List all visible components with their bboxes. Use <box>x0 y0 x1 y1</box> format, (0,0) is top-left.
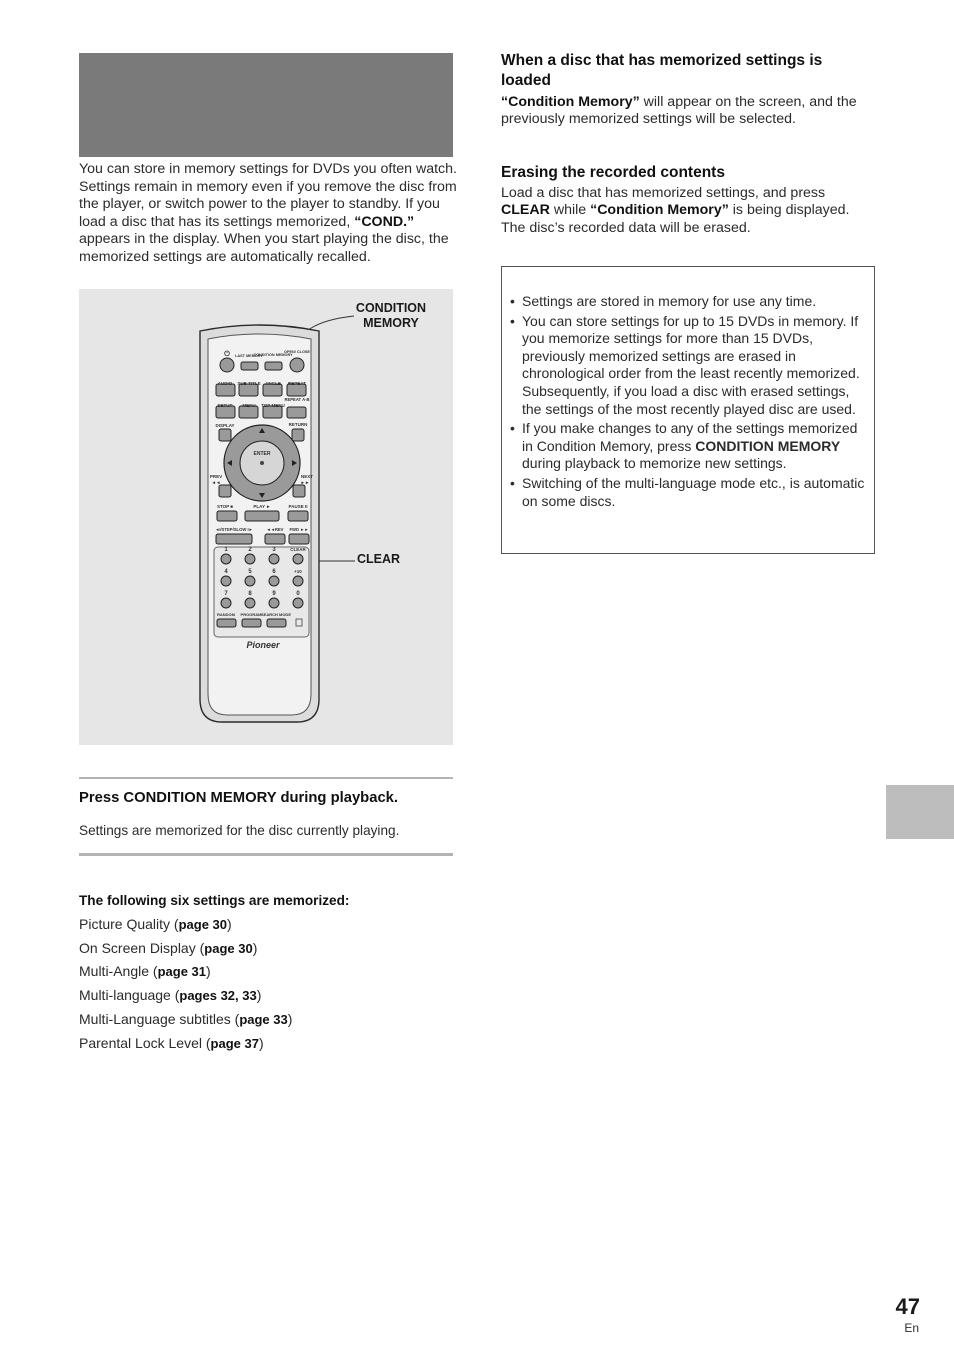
chapter-side-tab <box>886 785 954 839</box>
bullet: • <box>510 312 515 329</box>
keypad-button <box>245 598 255 608</box>
return-button <box>292 429 304 441</box>
audio-label: AUDIO <box>217 381 233 386</box>
keypad-button <box>245 576 255 586</box>
bullet: • <box>510 420 515 437</box>
program-button <box>242 619 261 627</box>
notes-box <box>501 266 875 554</box>
fwd-label: FWD ►► <box>289 527 309 532</box>
loaded-text: will appear on the screen, and the previously memorized settings will be selected. <box>501 94 857 128</box>
power-button <box>220 358 234 372</box>
note-2-text: You can store settings for up to 15 DVDs in memory. If you memorize settings for more than 15 DVDs, previously memorized settings are erased in chronological order from the least recently memorized. Subsequently, if you load a disc with erased settings, the settings of the most recently played disc are used. <box>522 312 860 417</box>
nav-center-dot <box>260 461 264 465</box>
page-reference[interactable]: page 31 <box>157 964 207 980</box>
memorized-item <box>79 1008 459 1032</box>
note-1-text: Settings are stored in memory for use any time. <box>522 293 817 309</box>
loaded-heading: When a disc that has memorized settings is loaded <box>501 52 823 89</box>
repeat-ab-label: REPEAT A-B <box>284 397 310 402</box>
memorized-settings-list <box>79 890 459 1056</box>
memorized-item-label: Multi-Language subtitles ( <box>79 1010 240 1027</box>
note-item <box>509 313 867 419</box>
memorized-item-label: On Screen Display ( <box>79 939 205 956</box>
play-button <box>245 511 279 521</box>
remote-control-illustration <box>79 289 453 745</box>
top-menu-label: TOP MENU <box>261 403 285 408</box>
step-slow-button <box>216 534 252 544</box>
condition-memory-key-label: CONDITION MEMORY <box>253 353 293 357</box>
memorized-item-end: ) <box>256 987 262 1004</box>
note-3-text-c: during playback to memorize new settings. <box>522 455 787 472</box>
keypad-label: 3 <box>272 547 276 553</box>
keypad-button <box>245 554 255 564</box>
note-item <box>509 293 867 311</box>
memorized-item <box>79 913 459 937</box>
erasing-clear: CLEAR <box>501 202 550 219</box>
keypad-button <box>293 576 303 586</box>
memorized-items <box>79 913 459 1056</box>
keypad-label: 8 <box>248 591 252 597</box>
page-reference[interactable]: page 37 <box>210 1035 259 1051</box>
erasing-heading: Erasing the recorded contents <box>501 164 725 181</box>
random-button <box>217 619 236 627</box>
note-3-text-a: If you make changes to any of the settings memorized in Condition Memory, press <box>522 420 858 454</box>
subtitle-label: SUB TITLE <box>237 381 261 386</box>
open-close-button <box>290 358 304 372</box>
clear-label: CLEAR <box>357 552 401 566</box>
pause-label: PAUSE II <box>288 504 308 509</box>
pioneer-logo: Pioneer <box>246 640 280 650</box>
memorized-item-label: Picture Quality ( <box>79 915 179 932</box>
keypad-button <box>221 554 231 564</box>
next-button <box>293 485 305 497</box>
page-reference[interactable]: page 33 <box>239 1011 288 1027</box>
erasing-text-2: while <box>549 202 591 219</box>
keypad-label: 4 <box>224 569 228 575</box>
section-title-bar <box>79 53 453 157</box>
return-label: RETURN <box>288 422 308 427</box>
setup-label: SETUP <box>217 403 233 408</box>
stop-label: STOP ■ <box>216 504 234 509</box>
search-mode-label: SEARCH MODE <box>260 612 292 617</box>
keypad-button <box>269 598 279 608</box>
rev-button <box>265 534 285 544</box>
memorized-item-end: ) <box>252 939 258 956</box>
note-item <box>509 475 867 510</box>
keypad-button <box>293 598 303 608</box>
memorized-item <box>79 1032 459 1056</box>
condition-memory-button <box>265 362 282 370</box>
display-label: DISPLAY <box>215 423 235 428</box>
memorized-item-label: Multi-language ( <box>79 987 180 1004</box>
repeat-label: REPEAT <box>288 381 306 386</box>
memorized-heading: The following six settings are memorized: <box>79 893 350 908</box>
keypad-label: +10 <box>294 569 302 574</box>
next-label: NEXT <box>300 474 314 479</box>
memorized-item <box>79 984 459 1008</box>
notes-list <box>509 293 867 512</box>
search-mode-button <box>267 619 286 627</box>
keypad-label: 9 <box>272 591 276 597</box>
fwd-button <box>289 534 309 544</box>
memorized-item-end: ) <box>206 963 211 980</box>
language-code: En <box>904 1321 919 1335</box>
display-button <box>219 429 231 441</box>
loaded-paragraph <box>501 94 873 129</box>
remote-figure <box>79 289 453 745</box>
play-label: PLAY ► <box>253 504 271 509</box>
last-memory-label: LAST MEMORY <box>235 354 263 358</box>
next-icon: ►► <box>300 480 310 485</box>
step-description: Settings are memorized for the disc currently playing. <box>79 823 400 838</box>
memorized-item <box>79 937 459 961</box>
keypad-label: 6 <box>272 569 276 575</box>
clear-button <box>293 554 303 564</box>
menu-label: MENU <box>242 403 256 408</box>
memorized-item <box>79 960 459 984</box>
keypad-label: 2 <box>248 547 252 553</box>
note-item <box>509 420 867 473</box>
pause-button <box>288 511 308 521</box>
keypad-button <box>221 598 231 608</box>
prev-icon: ◄◄ <box>211 480 221 485</box>
intro-paragraph <box>79 161 457 267</box>
page-reference[interactable]: page 30 <box>204 940 253 956</box>
last-memory-button <box>241 362 258 370</box>
keypad-label: CLEAR <box>290 547 306 552</box>
random-label: RANDOM <box>217 612 235 617</box>
enter-label: ENTER <box>253 451 271 457</box>
intro-text-2: appears in the display. When you start playing the disc, the memorized settings are automatically recalled. <box>79 231 449 265</box>
stop-button <box>217 511 237 521</box>
page-number: 47 <box>895 1294 920 1319</box>
page-reference[interactable]: pages 32, 33 <box>179 988 257 1004</box>
step-heading: Press CONDITION MEMORY during playback. <box>79 790 399 806</box>
keypad-label: 7 <box>224 591 228 597</box>
open-close-label: OPEN/ CLOSE <box>284 350 310 354</box>
erasing-paragraph <box>501 185 873 237</box>
prev-label: PREV <box>209 474 223 479</box>
erasing-cm: “Condition Memory” <box>590 202 729 219</box>
erasing-text-1: Load a disc that has memorized settings, and press <box>501 185 826 201</box>
condition-label-line1: CONDITION <box>355 301 427 315</box>
rev-label: ◄◄REV <box>266 527 284 532</box>
bullet: • <box>510 293 515 309</box>
memorized-item-end: ) <box>227 915 232 932</box>
prev-button <box>219 485 231 497</box>
intro-cond: “COND.” <box>354 213 415 230</box>
bullet: • <box>510 474 515 491</box>
keypad-label: 5 <box>248 569 252 575</box>
loaded-strong: “Condition Memory” <box>501 94 640 110</box>
power-label: ⏻ <box>224 351 230 358</box>
condition-label-line2: MEMORY <box>363 316 419 330</box>
memorized-item-end: ) <box>287 1010 293 1027</box>
keypad-button <box>269 576 279 586</box>
erasing-text-3: is being displayed. The disc’s recorded data will be erased. <box>501 202 850 236</box>
keypad-label: 0 <box>296 591 300 597</box>
memorized-item-end: ) <box>258 1034 264 1051</box>
note-4-text: Switching of the multi-language mode etc., is automatic on some discs. <box>522 474 865 509</box>
intro-text-1: You can store in memory settings for DVDs you often watch. Settings remain in memory even if you remove the disc from the player, or switch power to the player to standby. If you load a disc that has its settings memorized, <box>79 161 457 230</box>
step-box <box>79 777 453 856</box>
repeat-ab-button <box>287 407 306 418</box>
keypad-label: 1 <box>224 547 228 553</box>
memorized-item-label: Parental Lock Level ( <box>79 1034 211 1051</box>
note-3-strong: CONDITION MEMORY <box>695 437 841 454</box>
program-label: PROGRAM <box>240 612 262 617</box>
page-reference[interactable]: page 30 <box>178 916 228 932</box>
step-slow-label: ◄I/STEP/SLOW I► <box>215 527 253 532</box>
memorized-item-label: Multi-Angle ( <box>79 963 158 980</box>
keypad-button <box>221 576 231 586</box>
keypad-button <box>269 554 279 564</box>
angle-label: ANGLE <box>265 381 281 386</box>
